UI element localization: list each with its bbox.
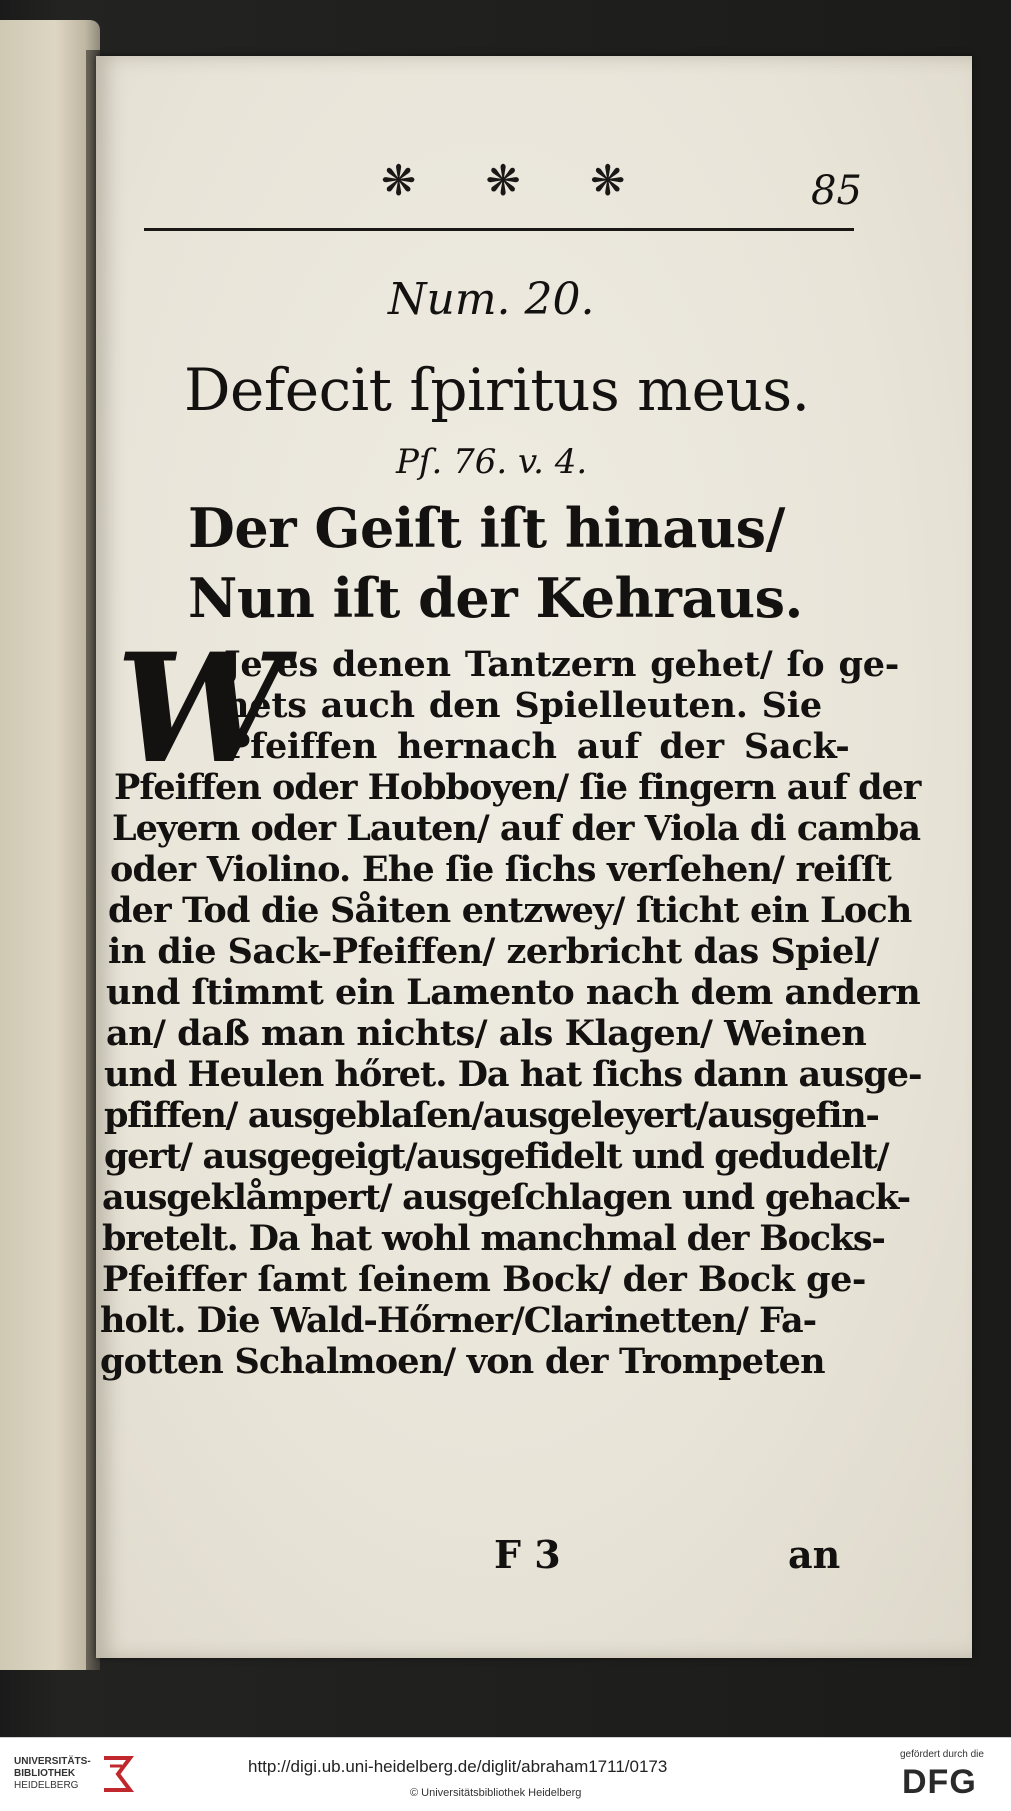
ornament-row: ❋ ❋ ❋ (381, 156, 654, 205)
permalink-url[interactable]: http://digi.ub.uni-heidelberg.de/diglit/abraham1711/0173 (248, 1757, 668, 1776)
catchword: an (788, 1532, 841, 1577)
header-rule (144, 228, 854, 231)
body-text-line: gert/ ausgegeigt/ausgefidelt und gedudelt/ (104, 1136, 889, 1177)
library-name-line: HEIDELBERG (14, 1780, 79, 1791)
body-text-line: holt. Die Wald-Hőrner/Clarinetten/ Fa- (100, 1300, 817, 1341)
body-text-line: Pfeiffen oder Hobboyen/ ſie fingern auf der (114, 767, 921, 808)
page-number: 85 (811, 168, 862, 214)
body-text-line: bretelt. Da hat wohl manchmal der Bocks- (102, 1218, 885, 1259)
body-text-line: Je es denen Tantzern gehet/ ſo ge- (224, 644, 900, 685)
body-text-line: pfiffen/ ausgeblaſen/ausgeleyert/ausgefin- (104, 1095, 879, 1136)
latin-title: Defecit ſpiritus meus. (184, 356, 810, 424)
library-logo[interactable] (14, 1756, 94, 1792)
body-text-line: der Tod die Såiten entzwey/ ſticht ein Loch (108, 890, 912, 931)
body-text-line: ausgeklåmpert/ ausgeſchlagen und gehack- (102, 1177, 910, 1218)
body-text-line: Pfeiffer ſamt ſeinem Bock/ der Bock ge- (102, 1259, 866, 1300)
library-name-line: UNIVERSITÄTS- (14, 1756, 91, 1767)
body-text-line: und ſtimmt ein Lamento nach dem andern (106, 972, 921, 1013)
body-text-line: hets auch den Spielleuten. Sie (224, 685, 822, 726)
german-heading-line: Der Geiſt iſt hinaus/ (188, 496, 785, 560)
body-text-line: an/ daß man nichts/ als Klagen/ Weinen (106, 1013, 867, 1054)
body-text-line: Leyern oder Lauten/ auf der Viola di camba (112, 808, 921, 849)
copyright-notice: © Universitätsbibliothek Heidelberg (410, 1787, 582, 1799)
number-heading: Num. 20. (388, 274, 595, 325)
german-heading-line: Nun iſt der Kehraus. (188, 566, 803, 630)
decorated-initial: W (116, 621, 285, 797)
signature-mark: F 3 (494, 1532, 561, 1577)
psalm-reference: Pſ. 76. v. 4. (396, 442, 588, 482)
body-text-line: gotten Schalmoen/ von der Trompeten (100, 1341, 825, 1382)
book-page (96, 56, 972, 1658)
library-emblem-icon (100, 1752, 136, 1796)
dfg-logo[interactable]: DFG (902, 1763, 977, 1801)
funded-by-label: gefördert durch die (900, 1749, 984, 1760)
body-text-line: Pfeiffen hernach auf der Sack- (224, 726, 850, 767)
viewer-footer (0, 1737, 1011, 1811)
body-text-line: oder Violino. Ehe ſie ſichs verſehen/ reiſſt (110, 849, 891, 890)
body-text-line: in die Sack-Pfeiffen/ zerbricht das Spiel/ (108, 931, 879, 972)
body-text-line: und Heulen hőret. Da hat ſichs dann ausge- (104, 1054, 922, 1095)
library-name-line: BIBLIOTHEK (14, 1768, 76, 1779)
left-page-edge (0, 20, 100, 1670)
